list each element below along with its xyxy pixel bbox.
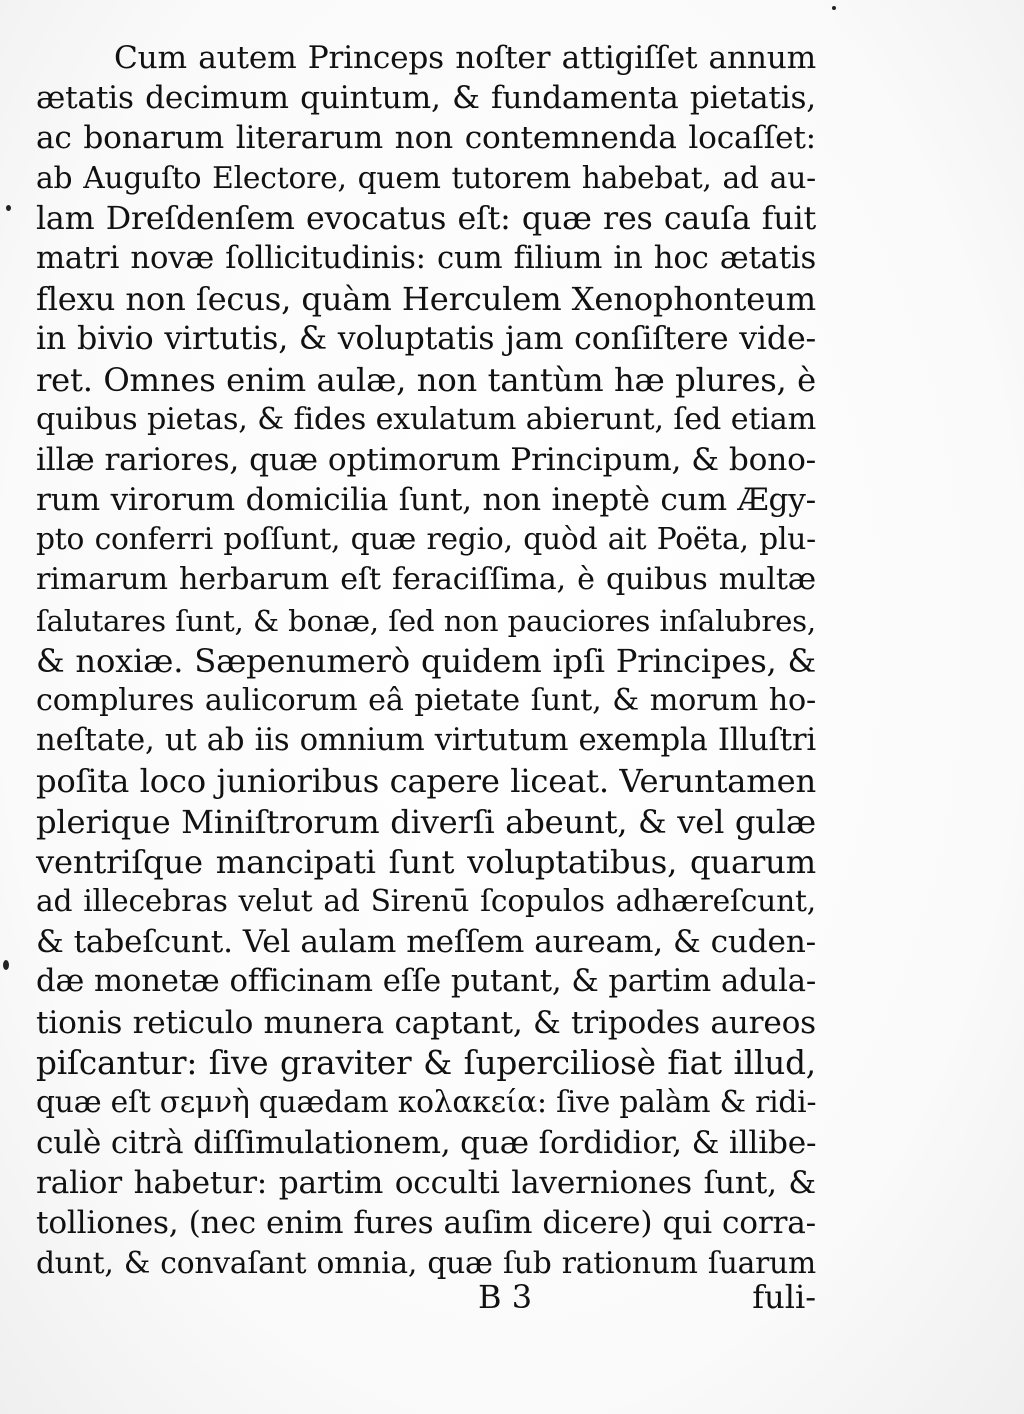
text-line: quibus pietas, & fides exulatum abierunt, ſed etiam (36, 401, 816, 437)
text-line: dunt, & convaſant omnia, quæ ſub rationum ſuarum (36, 1245, 816, 1281)
text-line: rimarum herbarum eſt feraciſſima, è quibus multæ (36, 562, 816, 598)
text-line: piſcantur: ſive graviter & ſuperciliosè fiat illud, (36, 1043, 816, 1082)
text-line: quæ eſt σεμνὴ quædam κολακεία: ſive palàm & ridi- (36, 1084, 817, 1120)
text-line: in bivio virtutis, & voluptatis jam conſiſtere vide- (36, 321, 816, 358)
catchword: fuli- (752, 1278, 816, 1316)
text-line: Cum autem Princeps noſter attigiſſet annum (114, 40, 816, 76)
text-line: matri novæ ſollicitudinis: cum filium in hoc ætatis (36, 240, 816, 276)
text-line: tolliones, (nec enim fures auſim dicere) qui corra- (36, 1205, 816, 1242)
text-line: illæ rariores, quæ optimorum Principum, & bono- (36, 441, 816, 478)
text-line: ætatis decimum quintum, & fundamenta pietatis, (36, 80, 816, 117)
text-line: dæ monetæ officinam eſſe putant, & partim adula- (36, 964, 816, 1000)
text-line: ac bonarum literarum non contemnenda locaſſet: (36, 120, 816, 157)
margin-speck-1 (6, 205, 11, 211)
text-line: rum virorum domicilia ſunt, non ineptè cum Ægy- (36, 482, 816, 519)
margin-speck-3 (832, 6, 836, 10)
text-line: ralior habetur: partim occulti laverniones ſunt, & (36, 1165, 816, 1202)
text-line: pto conferri poſſunt, quæ regio, quòd ait Poëta, plu- (36, 522, 816, 558)
body-text (36, 38, 816, 1284)
text-line: neſtate, ut ab iis omnium virtutum exempla Illuſtri (36, 723, 816, 759)
text-line: lam Dreſdenſem evocatus eſt: quæ res cauſa fuit (36, 200, 816, 237)
text-line: ad illecebras velut ad Sirenū ſcopulos adhæreſcunt, (36, 883, 816, 919)
page-footer (36, 1278, 816, 1322)
text-line: complures aulicorum eâ pietate ſunt, & morum ho- (36, 683, 816, 718)
text-line: & noxiæ. Sæpenumerò quidem ipſi Principes, & (36, 641, 816, 680)
text-line: ret. Omnes enim aulæ, non tantùm hæ plures, è (36, 360, 816, 399)
text-line: ab Auguſto Electore, quem tutorem habebat, ad au- (36, 160, 816, 196)
margin-speck-2 (3, 960, 9, 970)
signature-mark: B 3 (478, 1278, 533, 1316)
text-line: ſalutares ſunt, & bonæ, ſed non pauciores inſalubres, (36, 603, 816, 638)
text-line: ventriſque mancipati ſunt voluptatibus, quarum (36, 842, 816, 881)
text-line: & tabeſcunt. Vel aulam meſſem auream, & cuden- (36, 924, 816, 961)
text-line: poſita loco junioribus capere liceat. Veruntamen (36, 762, 816, 801)
text-line: tionis reticulo munera captant, & tripodes aureos (36, 1004, 816, 1041)
text-line: plerique Miniſtrorum diverſi abeunt, & vel gulæ (36, 802, 816, 841)
text-line: culè citrà diſſimulationem, quæ ſordidior, & illibe- (36, 1125, 817, 1162)
text-line: flexu non ſecus, quàm Herculem Xenophonteum (36, 280, 816, 319)
